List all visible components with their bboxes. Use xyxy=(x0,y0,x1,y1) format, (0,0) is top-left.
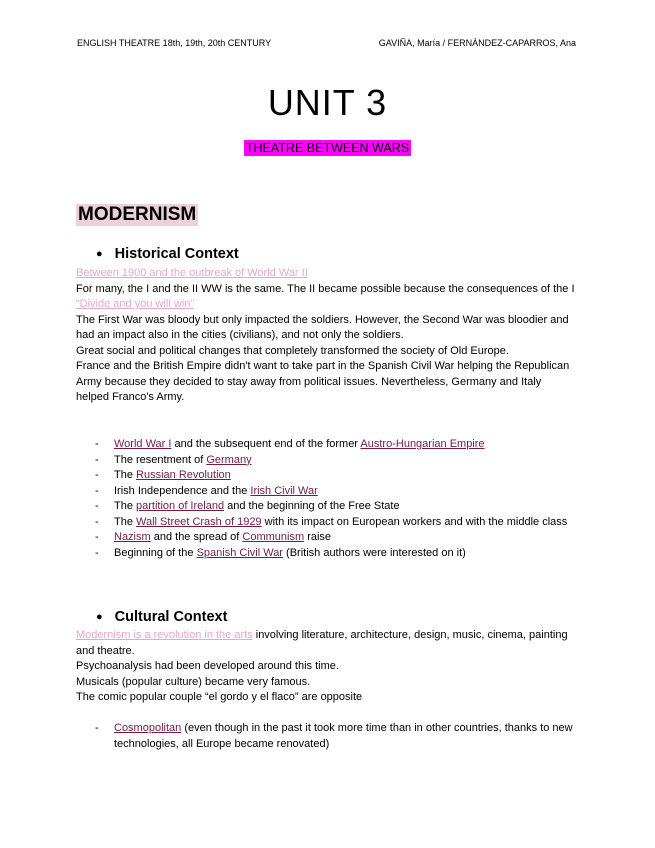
irish-civil-war-link[interactable]: Irish Civil War xyxy=(250,484,318,497)
bullet-icon: ● xyxy=(96,611,103,623)
cultural-line-1: involving literature, architecture, design, music, cinema, painting and theatre. xyxy=(76,629,568,657)
list-item: - The partition of Ireland and the beginning of the Free State xyxy=(76,499,576,515)
historical-line-4: France and the British Empire didn't want to take part in the Spanish Civil War helping the Republican Army because they decided to stay away from political issues. Nevertheless, Germany and Italy helped Franco's Army. xyxy=(76,360,570,403)
historical-events-list xyxy=(76,437,576,561)
header-authors: GAVIÑA, María / FERNÁNDEZ-CAPARROS, Ana xyxy=(378,38,576,48)
cultural-line-4: The comic popular couple “el gordo y el flaco” are opposite xyxy=(76,691,363,703)
cultural-list xyxy=(76,721,576,752)
historical-line-3: Great social and political changes that completely transformed the society of Old Europe. xyxy=(76,344,509,357)
list-item: - The Russian Revolution xyxy=(76,468,576,484)
partition-of-ireland-link[interactable]: partition of Ireland xyxy=(136,500,225,512)
germany-link[interactable]: Germany xyxy=(206,453,252,466)
unit-subtitle: THEATRE BETWEEN WARS xyxy=(245,141,410,155)
russian-revolution-link[interactable]: Russian Revolution xyxy=(136,469,231,481)
communism-link[interactable]: Communism xyxy=(242,531,305,543)
cultural-context-label: Cultural Context xyxy=(114,609,228,625)
modernism-revolution-link[interactable]: Modernism is a revolution in the arts xyxy=(76,629,253,641)
cultural-context-heading xyxy=(96,609,227,625)
cultural-context-body xyxy=(76,628,576,706)
list-item: - The Wall Street Crash of 1929 with its impact on European workers and with the middle class xyxy=(76,515,576,531)
cultural-line-3: Musicals (popular culture) became very famous. xyxy=(76,675,311,688)
spanish-civil-war-link[interactable]: Spanish Civil War xyxy=(196,546,283,559)
nazism-link[interactable]: Nazism xyxy=(114,531,151,543)
list-item: - Irish Independence and the Irish Civil War xyxy=(76,484,576,500)
section-heading-modernism: MODERNISM xyxy=(78,204,197,225)
list-item: - The resentment of Germany xyxy=(76,453,576,469)
bullet-icon: ● xyxy=(96,248,103,260)
cultural-line-2: Psychoanalysis had been developed around this time. xyxy=(76,660,339,672)
subtitle-wrap xyxy=(0,139,655,157)
historical-line-2: The First War was bloody but only impacted the soldiers. However, the Second War was bloodier and had an impact also in the cities (civilians), and not only the soldiers. xyxy=(76,313,569,341)
wall-street-crash-link[interactable]: Wall Street Crash of 1929 xyxy=(136,515,262,528)
list-item: - World War I and the subsequent end of the former Austro-Hungarian Empire xyxy=(76,437,576,453)
historical-context-heading xyxy=(96,246,239,262)
world-war-i-link[interactable]: World War I xyxy=(114,438,172,450)
list-item: - Beginning of the Spanish Civil War (British authors were interested on it) xyxy=(76,546,576,562)
historical-context-label: Historical Context xyxy=(114,246,239,262)
divide-quote-link[interactable]: “Divide and you will win” xyxy=(76,298,194,310)
list-item: - Nazism and the spread of Communism raise xyxy=(76,530,576,546)
period-link[interactable]: Between 1900 and the outbreak of World War II xyxy=(76,267,308,279)
historical-context-body xyxy=(76,266,576,406)
unit-title: UNIT 3 xyxy=(267,82,388,123)
austro-hungarian-empire-link[interactable]: Austro-Hungarian Empire xyxy=(360,438,485,450)
list-item: - Cosmopolitan (even though in the past it took more time than in other countries, thanks to new technologies, all Europe became renovated) xyxy=(76,721,576,752)
header-course: ENGLISH THEATRE 18th, 19th, 20th CENTURY xyxy=(77,38,272,48)
historical-line-1: For many, the I and the II WW is the same. The II became possible because the consequences of the I xyxy=(76,282,575,295)
cosmopolitan-link[interactable]: Cosmopolitan xyxy=(114,722,182,734)
